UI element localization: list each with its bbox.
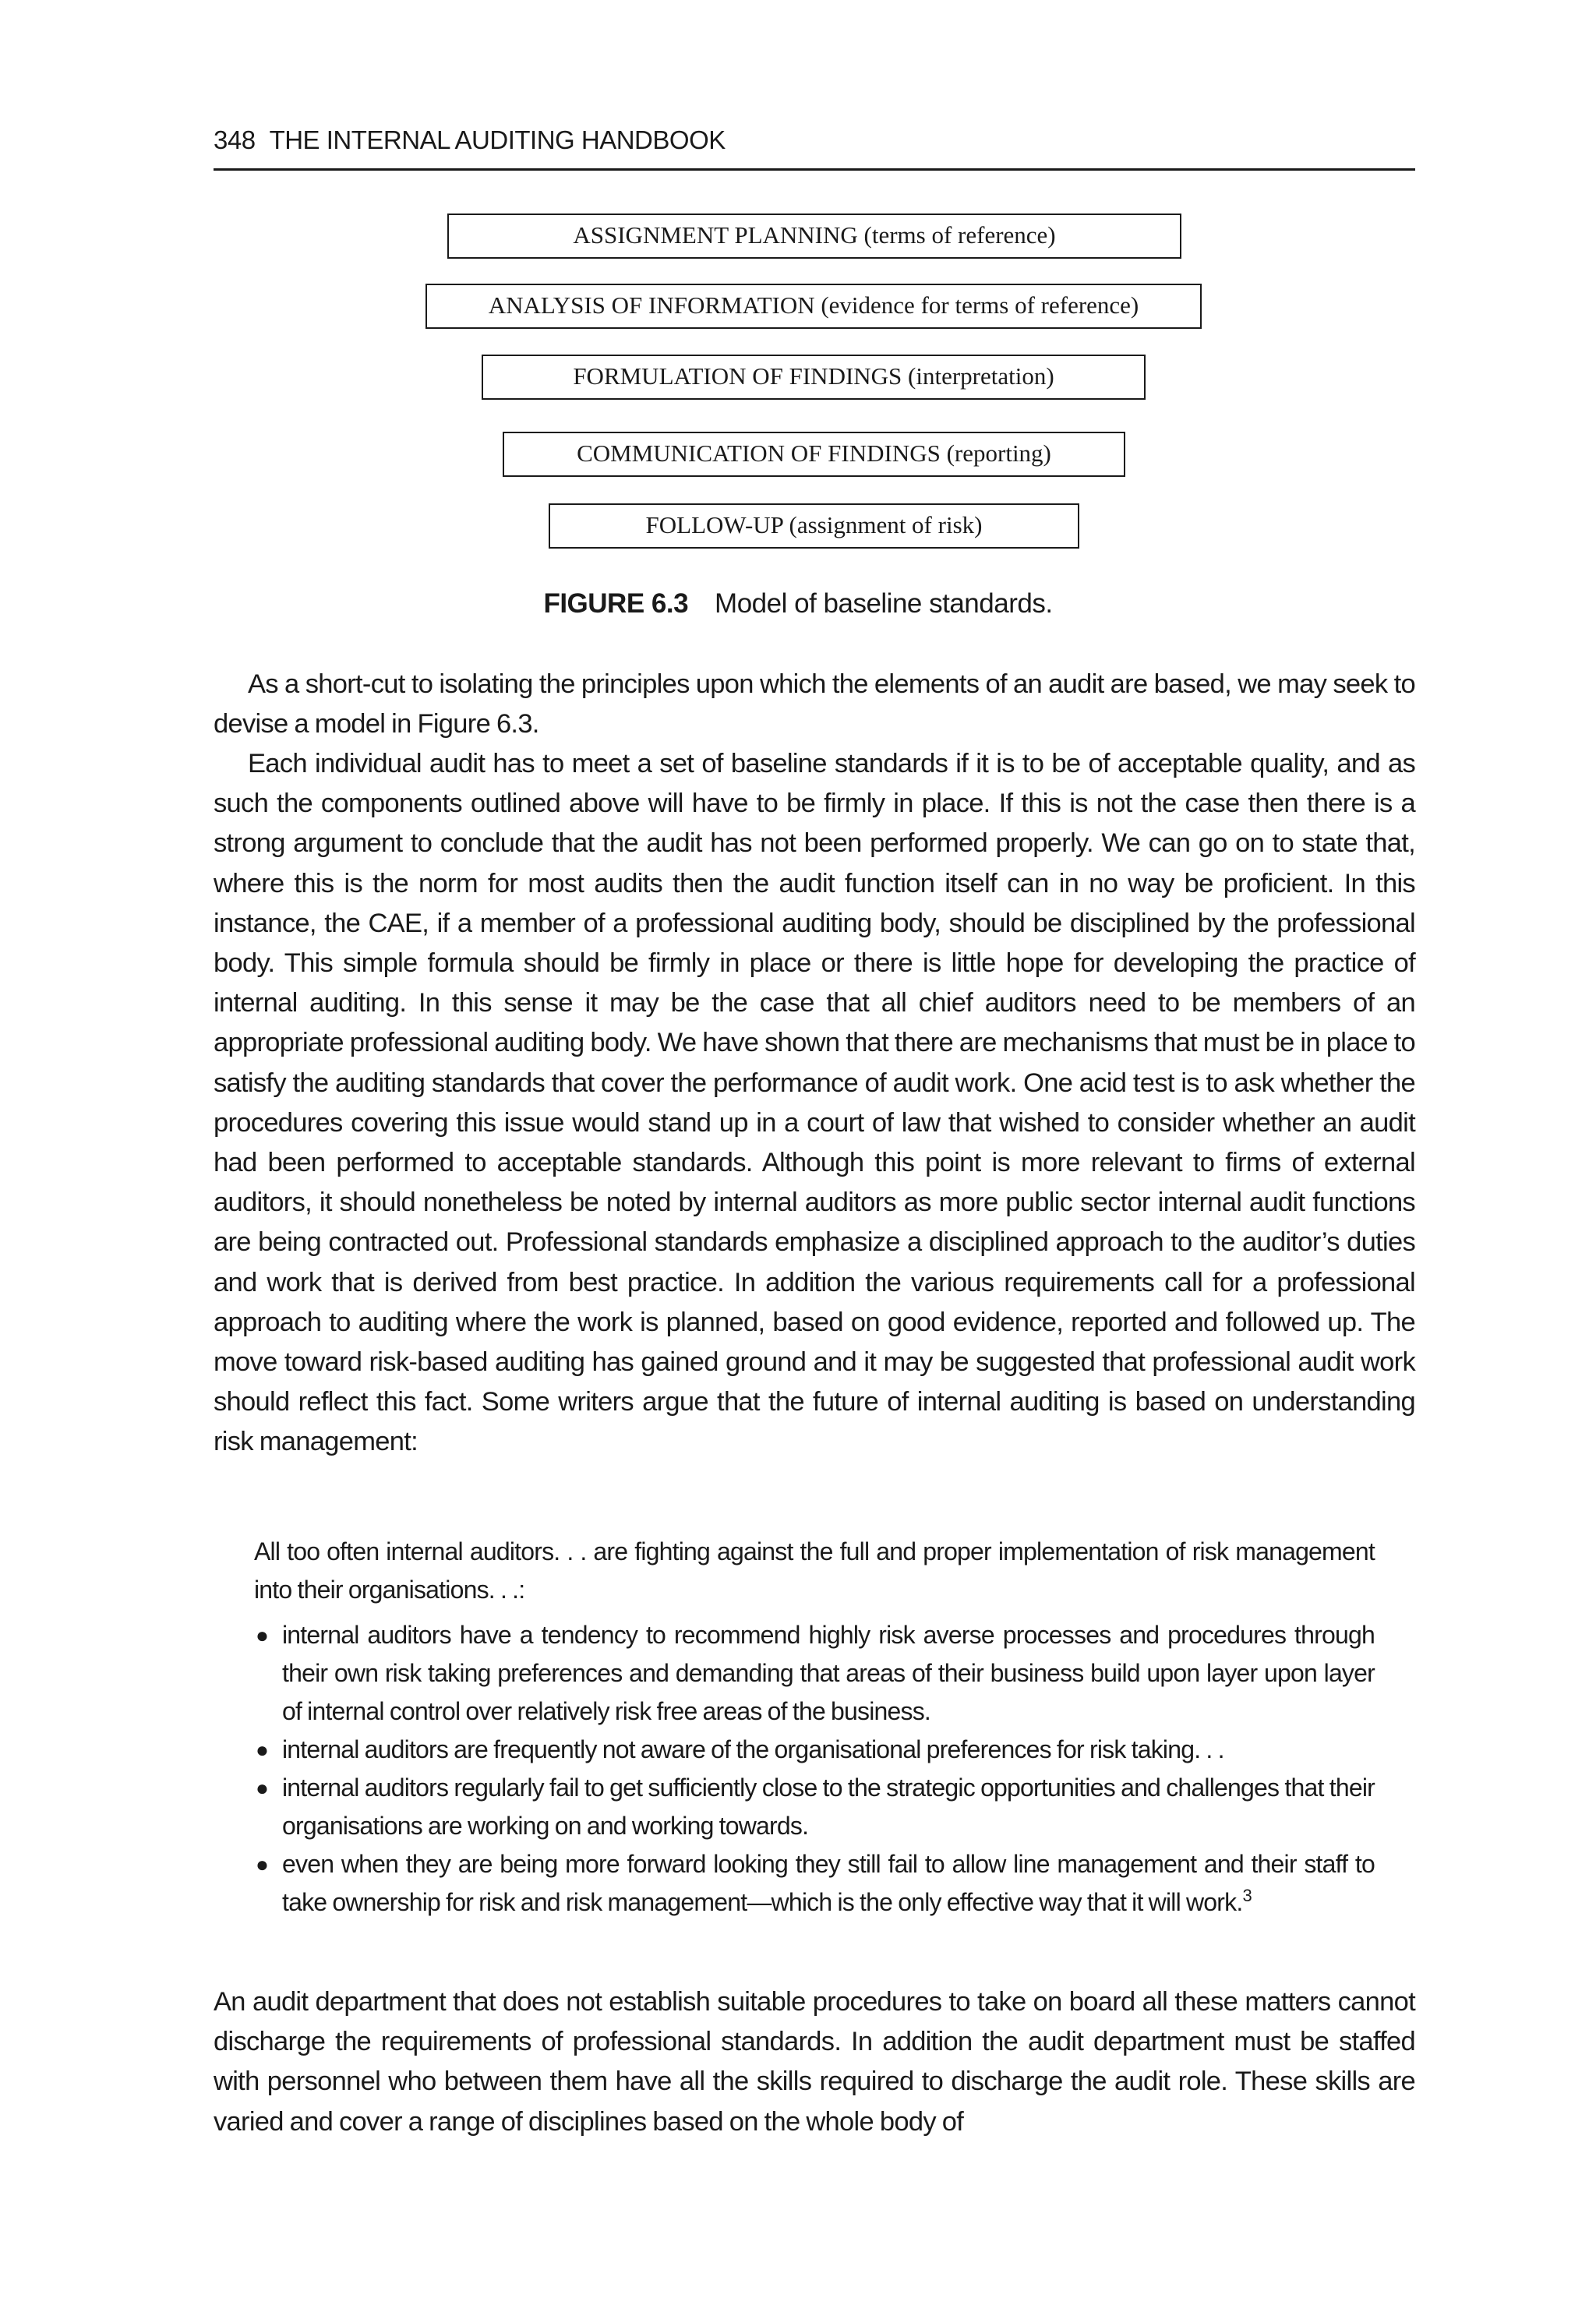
list-item — [254, 1616, 1375, 1731]
bullet-icon: ● — [256, 1776, 269, 1800]
figure-caption-text: Model of baseline standards. — [715, 588, 1053, 619]
flow-box-assignment-planning: ASSIGNMENT PLANNING (terms of reference) — [447, 214, 1181, 259]
list-item-text: even when they are being more forward looking they still fail to allow line management and their staff to take ownership for risk and risk management—which is the only effective way that it will work. — [282, 1850, 1375, 1916]
list-item-text: internal auditors have a tendency to recommend highly risk averse processes and procedures through their own risk taking preferences and demanding that areas of their business build upon layer upon layer of internal control over relatively risk free areas of the business. — [282, 1621, 1375, 1725]
list-item — [254, 1731, 1375, 1769]
body-paragraph: An audit department that does not establish suitable procedures to take on board all these matters cannot discharge the requirements of professional standards. In addition the audit department must be staffed with personnel who between them have all the skills required to discharge the audit role. These skills are varied and cover a range of disciplines based on the whole body of — [214, 1987, 1415, 2137]
figure-caption — [0, 584, 1596, 623]
list-item-text: internal auditors regularly fail to get sufficiently close to the strategic opportunities and challenges that their organisations are working on and working towards. — [282, 1774, 1375, 1840]
body-paragraph: Each individual audit has to meet a set of baseline standards if it is to be of acceptable quality, and as such the components outlined above will have to be firmly in place. If this is not the case then there is a strong argument to conclude that the audit has not been performed properly. We can go on to state that, where this is the norm for most audits then the audit function itself can in no way be proficient. In this instance, the CAE, if a member of a professional auditing body, should be disciplined by the professional body. This simple formula should be firmly in place or there is little hope for developing the practice of internal auditing. In this sense it may be the case that all chief auditors need to be members of an appropriate professional auditing body. We have shown that there are mechanisms that must be in place to satisfy the auditing standards that cover the performance of audit work. One acid test is to ask whether the procedures covering this issue would stand up in a court of law that wished to consider whether an audit had been performed to acceptable standards. Although this point is more relevant to firms of external auditors, it should nonetheless be noted by internal auditors as more public sector internal audit functions are being contracted out. Professional standards emphasize a disciplined approach to the auditor’s duties and work that is derived from best practice. In addition the various requirements call for a professional approach to auditing where the work is planned, based on good evidence, reported and followed up. The move toward risk-based auditing has gained ground and it may be suggested that professional audit work should reflect this fact. Some writers argue that the future of internal auditing is based on understanding risk management: — [214, 749, 1415, 1457]
running-title: THE INTERNAL AUDITING HANDBOOK — [269, 125, 726, 154]
bullet-icon: ● — [256, 1738, 269, 1762]
quotation-intro: All too often internal auditors. . . are fighting against the full and proper implementation of risk management into their organisations. . .: — [254, 1537, 1375, 1604]
figure-caption-label: FIGURE 6.3 — [543, 588, 689, 619]
bullet-icon: ● — [256, 1852, 269, 1876]
flow-box-communication-of-findings: COMMUNICATION OF FINDINGS (reporting) — [503, 432, 1125, 477]
quotation-bullet-list — [254, 1616, 1375, 1922]
page-number: 348 — [214, 125, 256, 154]
flow-box-formulation-of-findings: FORMULATION OF FINDINGS (interpretation) — [482, 355, 1146, 400]
bullet-icon: ● — [256, 1623, 269, 1647]
list-item — [254, 1845, 1375, 1922]
body-paragraph: As a short-cut to isolating the principles upon which the elements of an audit are based, we may seek to devise a model in Figure 6.3. — [214, 669, 1415, 739]
flow-box-analysis-of-information: ANALYSIS OF INFORMATION (evidence for terms of reference) — [425, 284, 1202, 329]
list-item-text: internal auditors are frequently not aware of the organisational preferences for risk taking. . . — [282, 1735, 1224, 1763]
running-header — [214, 117, 1415, 171]
flow-box-follow-up: FOLLOW-UP (assignment of risk) — [549, 503, 1079, 549]
list-item — [254, 1769, 1375, 1845]
footnote-reference: 3 — [1242, 1886, 1252, 1905]
